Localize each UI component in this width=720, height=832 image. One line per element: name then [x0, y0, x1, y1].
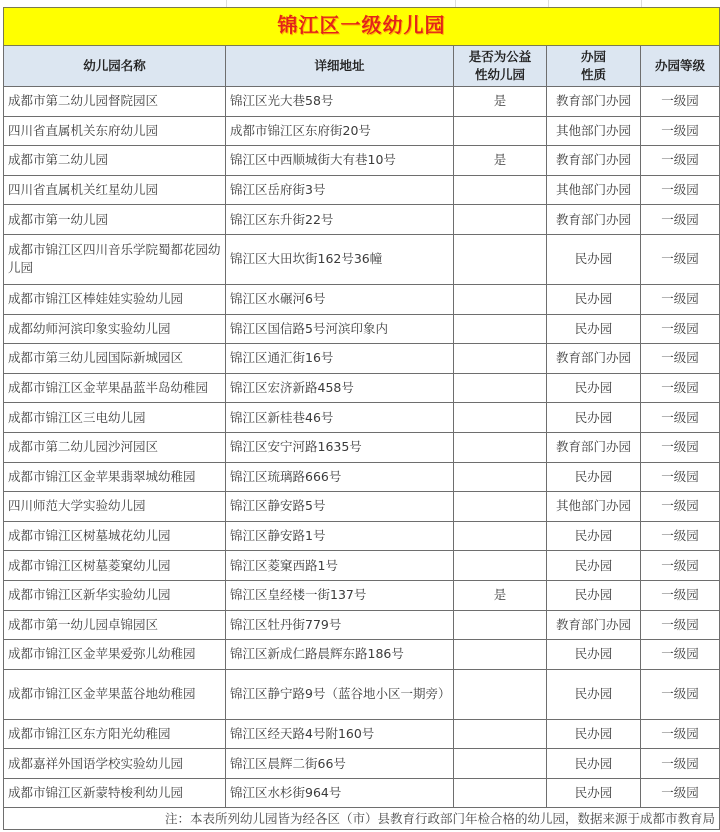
cell-address: 锦江区岳府街3号: [226, 175, 454, 205]
cell-name: 成都市锦江区四川音乐学院蜀都花园幼儿园: [4, 234, 226, 284]
header-nature: 办园 性质: [547, 46, 641, 87]
cell-nature: 民办园: [547, 521, 641, 551]
cell-grade: 一级园: [641, 719, 720, 749]
cell-address: 锦江区琉璃路666号: [226, 462, 454, 492]
cell-address: 锦江区晨辉二街66号: [226, 749, 454, 779]
cell-nature: 民办园: [547, 778, 641, 808]
cell-public-welfare: 是: [454, 87, 547, 117]
cell-name: 成都市锦江区金苹果蓝谷地幼稚园: [4, 669, 226, 719]
cell-nature: 其他部门办园: [547, 492, 641, 522]
cell-name: 成都市第二幼儿园督院园区: [4, 87, 226, 117]
cell-public-welfare: [454, 373, 547, 403]
cell-grade: 一级园: [641, 778, 720, 808]
cell-address: 锦江区东升街22号: [226, 205, 454, 235]
cell-address: 锦江区宏济新路458号: [226, 373, 454, 403]
table-row: [4, 432, 720, 462]
header-public-welfare: 是否为公益 性幼儿园: [454, 46, 547, 87]
cell-nature: 民办园: [547, 314, 641, 344]
cell-public-welfare: [454, 640, 547, 670]
cell-grade: 一级园: [641, 234, 720, 284]
cell-address: 锦江区安宁河路1635号: [226, 432, 454, 462]
table-row: [4, 146, 720, 176]
cell-address: 锦江区皇经楼一街137号: [226, 580, 454, 610]
cell-grade: 一级园: [641, 87, 720, 117]
cell-name: 成都市第二幼儿园沙河园区: [4, 432, 226, 462]
cell-name: 成都市第二幼儿园: [4, 146, 226, 176]
cell-public-welfare: [454, 284, 547, 314]
table-row: [4, 640, 720, 670]
cell-name: 成都市锦江区树墓菱窠幼儿园: [4, 551, 226, 581]
cell-address: 锦江区经天路4号附160号: [226, 719, 454, 749]
cell-address: 锦江区光大巷58号: [226, 87, 454, 117]
cell-name: 成都市锦江区新蒙特梭利幼儿园: [4, 778, 226, 808]
cell-grade: 一级园: [641, 580, 720, 610]
cell-name: 成都市锦江区东方阳光幼稚园: [4, 719, 226, 749]
cell-public-welfare: [454, 462, 547, 492]
cell-name: 成都市第一幼儿园卓锦园区: [4, 610, 226, 640]
table-title-cell: [4, 8, 720, 46]
cell-grade: 一级园: [641, 432, 720, 462]
table-row: [4, 87, 720, 117]
cell-nature: 民办园: [547, 284, 641, 314]
cell-nature: 教育部门办园: [547, 146, 641, 176]
cell-grade: 一级园: [641, 146, 720, 176]
cell-name: 成都嘉祥外国语学校实验幼儿园: [4, 749, 226, 779]
table-row: [4, 749, 720, 779]
cell-name: 成都幼师河滨印象实验幼儿园: [4, 314, 226, 344]
cell-public-welfare: [454, 344, 547, 374]
table-row: [4, 116, 720, 146]
cell-name: 四川师范大学实验幼儿园: [4, 492, 226, 522]
cell-grade: 一级园: [641, 669, 720, 719]
cell-name: 成都市锦江区新华实验幼儿园: [4, 580, 226, 610]
cell-grade: 一级园: [641, 205, 720, 235]
table-title: 锦江区一级幼儿园: [277, 13, 446, 37]
cell-address: 锦江区菱窠西路1号: [226, 551, 454, 581]
cell-public-welfare: [454, 778, 547, 808]
cell-nature: 民办园: [547, 669, 641, 719]
table-row: [4, 344, 720, 374]
cell-nature: 教育部门办园: [547, 205, 641, 235]
cell-nature: 民办园: [547, 580, 641, 610]
cell-grade: 一级园: [641, 521, 720, 551]
table-footnote: 注：本表所列幼儿园皆为经各区（市）县教育行政部门年检合格的幼儿园，数据来源于成都市教育局: [4, 808, 720, 830]
cell-address: 锦江区大田坎街162号36幢: [226, 234, 454, 284]
cell-name: 成都市锦江区金苹果翡翠城幼稚园: [4, 462, 226, 492]
cell-nature: 教育部门办园: [547, 432, 641, 462]
cell-nature: 教育部门办园: [547, 344, 641, 374]
cell-nature: 民办园: [547, 719, 641, 749]
cell-public-welfare: [454, 116, 547, 146]
cell-address: 锦江区新桂巷46号: [226, 403, 454, 433]
cell-address: 锦江区静宁路9号（蓝谷地小区一期旁）: [226, 669, 454, 719]
cell-public-welfare: [454, 205, 547, 235]
cell-name: 成都市锦江区金苹果爱弥儿幼稚园: [4, 640, 226, 670]
cell-public-welfare: [454, 521, 547, 551]
cell-public-welfare: [454, 610, 547, 640]
cell-nature: 教育部门办园: [547, 610, 641, 640]
cell-nature: 民办园: [547, 551, 641, 581]
cell-address: 锦江区水杉街964号: [226, 778, 454, 808]
cell-grade: 一级园: [641, 551, 720, 581]
cell-grade: 一级园: [641, 175, 720, 205]
cell-public-welfare: [454, 551, 547, 581]
cell-nature: 民办园: [547, 749, 641, 779]
table-row: [4, 462, 720, 492]
cell-nature: 民办园: [547, 234, 641, 284]
cell-public-welfare: [454, 314, 547, 344]
cell-public-welfare: 是: [454, 146, 547, 176]
cell-grade: 一级园: [641, 640, 720, 670]
cell-address: 锦江区中西顺城街大有巷10号: [226, 146, 454, 176]
cell-nature: 民办园: [547, 462, 641, 492]
cell-grade: 一级园: [641, 314, 720, 344]
cell-address: 锦江区通汇街16号: [226, 344, 454, 374]
table-row: [4, 492, 720, 522]
table-row: [4, 205, 720, 235]
cell-grade: 一级园: [641, 749, 720, 779]
cell-address: 锦江区静安路5号: [226, 492, 454, 522]
cell-grade: 一级园: [641, 284, 720, 314]
kindergarten-table: [3, 7, 720, 830]
table-row: [4, 580, 720, 610]
cell-public-welfare: [454, 719, 547, 749]
cell-public-welfare: [454, 749, 547, 779]
cell-name: 四川省直属机关红星幼儿园: [4, 175, 226, 205]
cell-name: 成都市锦江区金苹果晶蓝半岛幼稚园: [4, 373, 226, 403]
cell-public-welfare: [454, 492, 547, 522]
cell-address: 锦江区静安路1号: [226, 521, 454, 551]
cell-grade: 一级园: [641, 373, 720, 403]
cell-name: 成都市锦江区三电幼儿园: [4, 403, 226, 433]
cell-nature: 教育部门办园: [547, 87, 641, 117]
table-row: [4, 314, 720, 344]
table-row: [4, 373, 720, 403]
cell-grade: 一级园: [641, 403, 720, 433]
cell-public-welfare: 是: [454, 580, 547, 610]
cell-grade: 一级园: [641, 610, 720, 640]
header-grade: 办园等级: [641, 46, 720, 87]
table-row: [4, 778, 720, 808]
cell-public-welfare: [454, 432, 547, 462]
cell-address: 锦江区牡丹街779号: [226, 610, 454, 640]
table-row: [4, 521, 720, 551]
cell-grade: 一级园: [641, 344, 720, 374]
cell-nature: 民办园: [547, 373, 641, 403]
cell-public-welfare: [454, 234, 547, 284]
cell-name: 成都市锦江区树墓城花幼儿园: [4, 521, 226, 551]
cell-grade: 一级园: [641, 492, 720, 522]
cell-nature: 民办园: [547, 403, 641, 433]
header-name: 幼儿园名称: [4, 46, 226, 87]
table-row: [4, 719, 720, 749]
cell-address: 锦江区国信路5号河滨印象内: [226, 314, 454, 344]
table-row: [4, 284, 720, 314]
cell-nature: 其他部门办园: [547, 116, 641, 146]
table-row: [4, 551, 720, 581]
header-row: [4, 46, 720, 87]
table-row: [4, 403, 720, 433]
table-row: [4, 669, 720, 719]
cell-address: 锦江区水碾河6号: [226, 284, 454, 314]
cell-public-welfare: [454, 669, 547, 719]
table-row: [4, 610, 720, 640]
sheet-gridline-strip: [0, 0, 720, 7]
table-row: [4, 234, 720, 284]
header-address: 详细地址: [226, 46, 454, 87]
cell-nature: 其他部门办园: [547, 175, 641, 205]
cell-name: 四川省直属机关东府幼儿园: [4, 116, 226, 146]
cell-public-welfare: [454, 403, 547, 433]
cell-grade: 一级园: [641, 116, 720, 146]
cell-name: 成都市第一幼儿园: [4, 205, 226, 235]
cell-name: 成都市第三幼儿园国际新城园区: [4, 344, 226, 374]
table-row: [4, 175, 720, 205]
cell-address: 成都市锦江区东府街20号: [226, 116, 454, 146]
cell-public-welfare: [454, 175, 547, 205]
cell-nature: 民办园: [547, 640, 641, 670]
cell-address: 锦江区新成仁路晨辉东路186号: [226, 640, 454, 670]
cell-grade: 一级园: [641, 462, 720, 492]
cell-name: 成都市锦江区棒娃娃实验幼儿园: [4, 284, 226, 314]
